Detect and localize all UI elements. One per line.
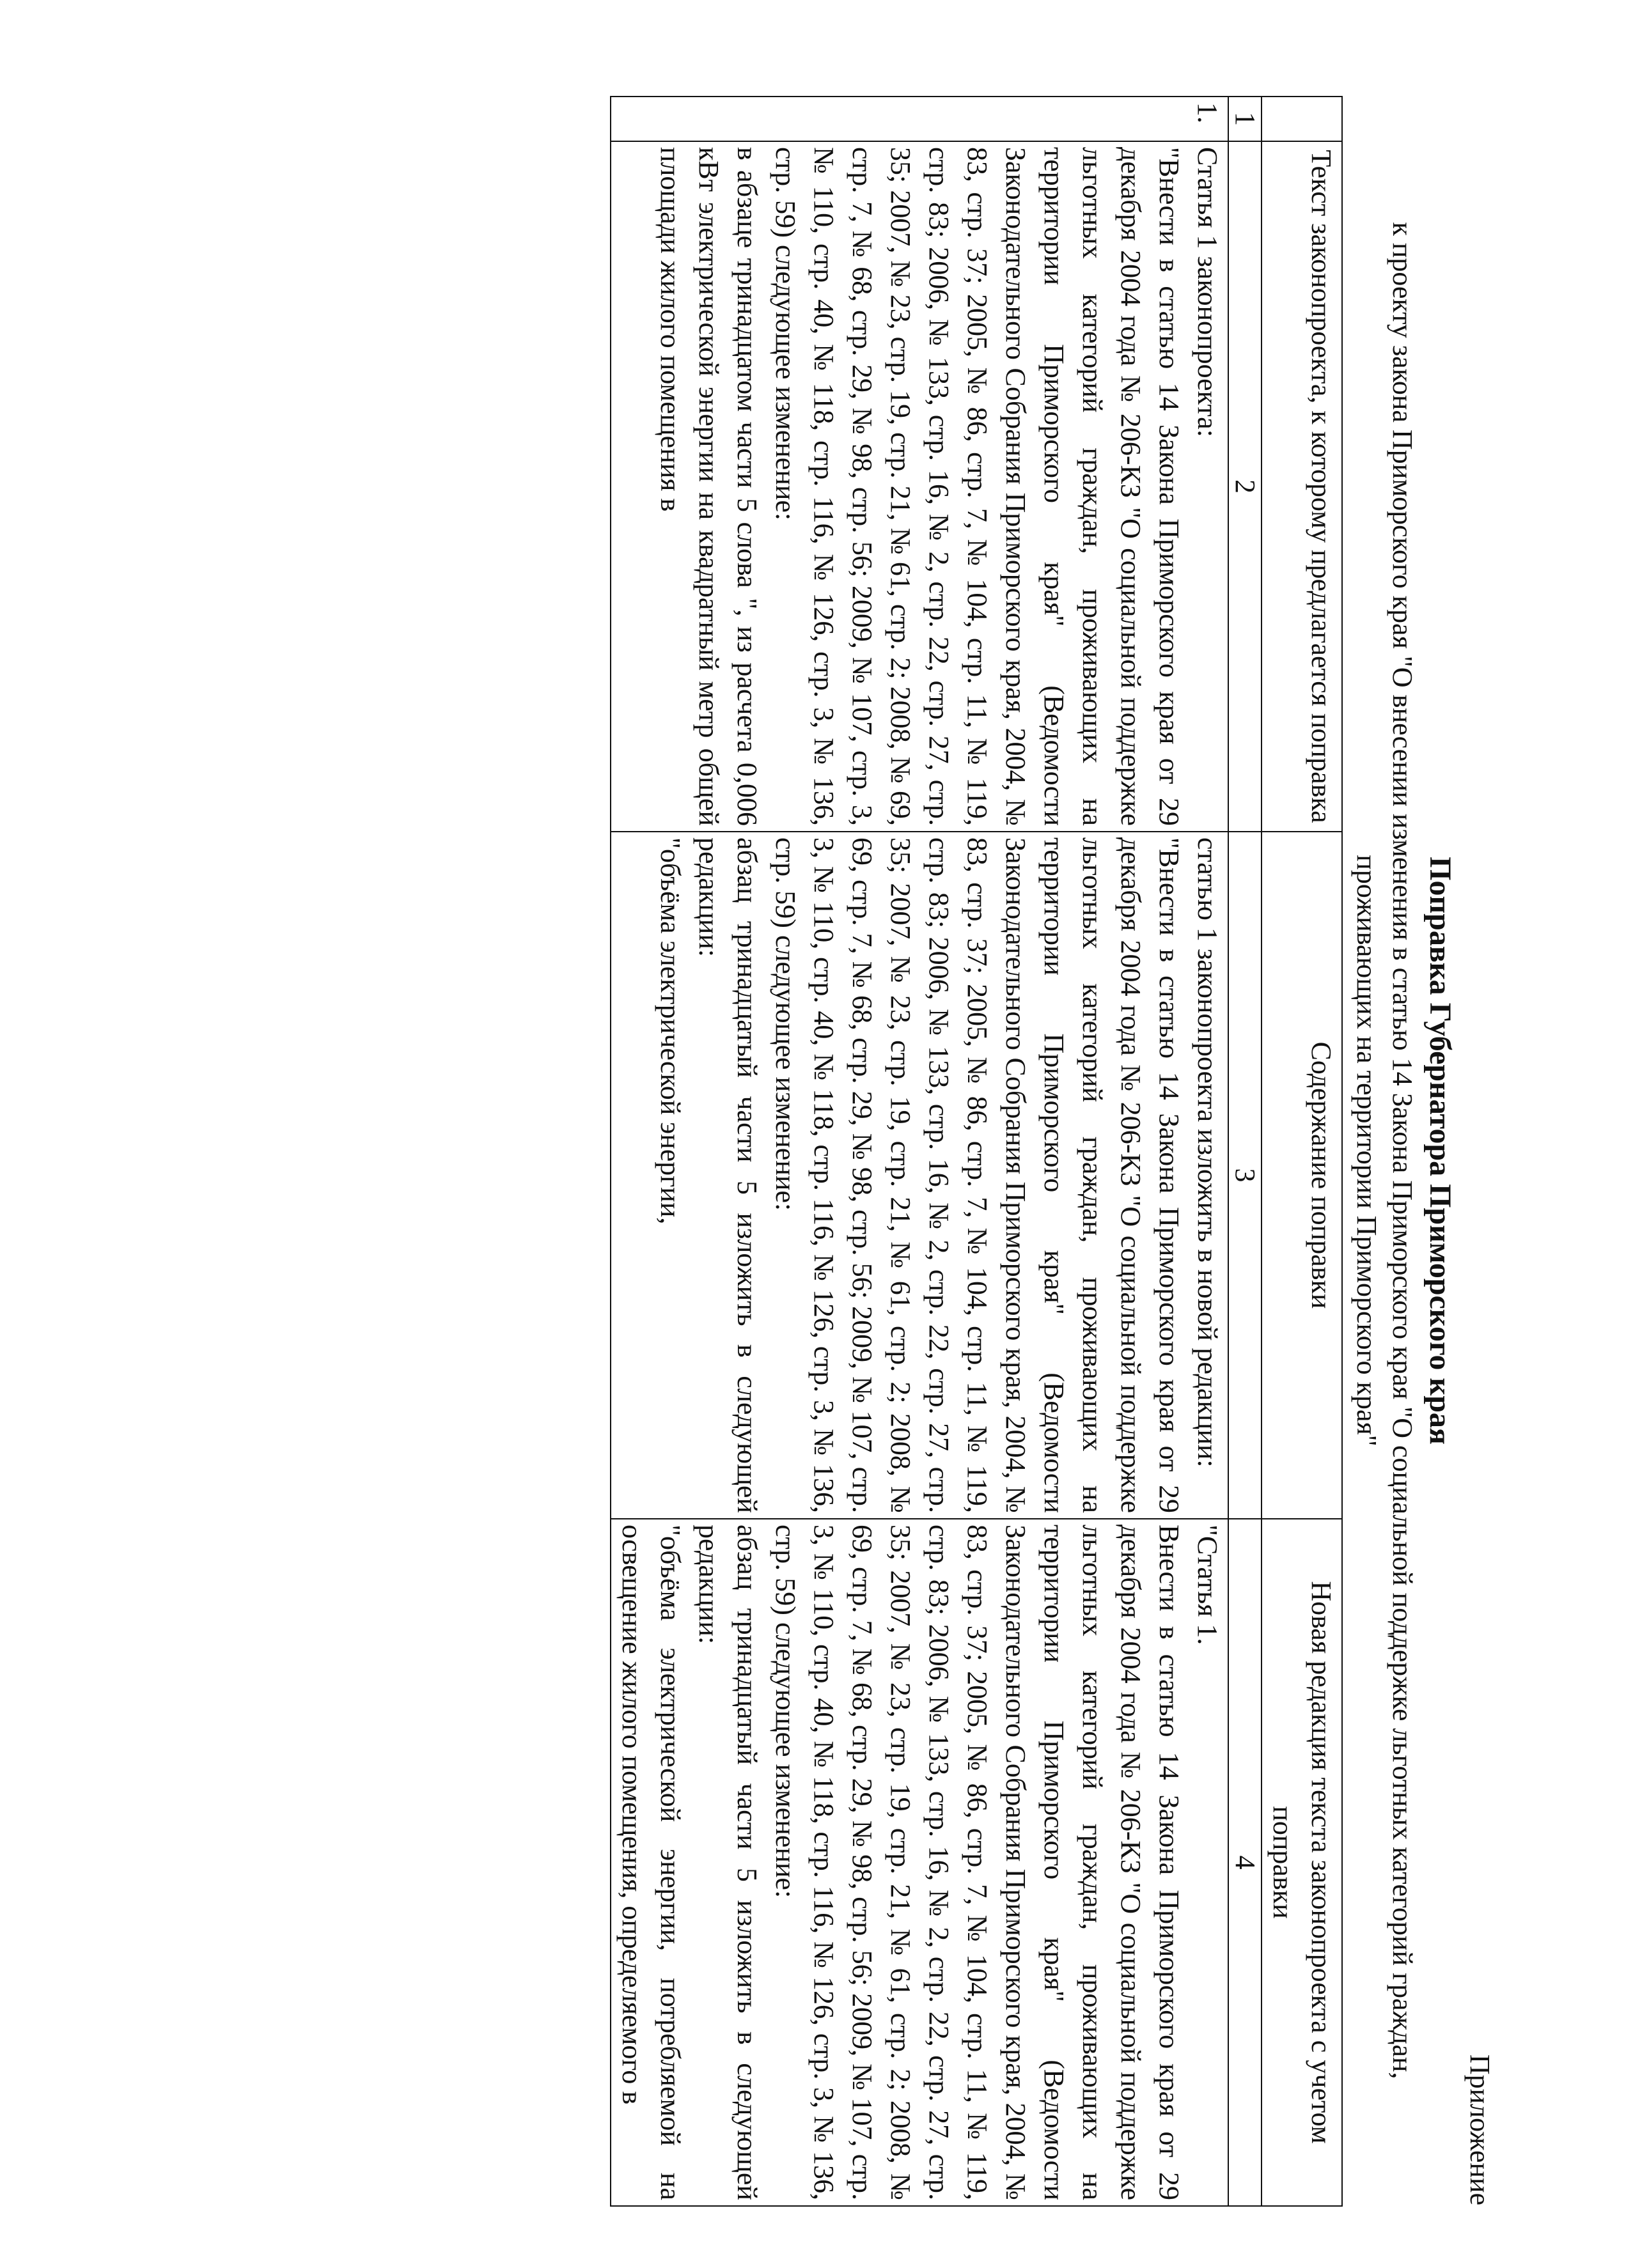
bill-text-para: Статья 1 законопроекта: [1192,147,1223,437]
table-header-row [1262,97,1342,2206]
new-wording-cell [611,1519,1228,2206]
rotated-document-page [96,96,1503,2205]
document-title: Поправка Губернатора Приморского края [1423,857,1457,1445]
amendment-content-cell [611,832,1228,1519]
new-wording-para: "объёма электрической энергии, потребляемой на освещение жилого помещения, определяемого в [616,1525,686,2200]
column-number-4: 4 [1228,1519,1262,2206]
table-row [611,97,1228,2206]
amendment-content-para: статью 1 законопроекта изложить в новой редакции: [1192,837,1223,1468]
amendment-content-para: "объёма электрической энергии, [655,837,686,1225]
column-number-1: 1 [1228,97,1262,141]
bill-text-cell [611,141,1228,832]
column-number-row [1228,97,1262,2206]
header-new-wording: Новая редакция текста законопроекта с учетом поправки [1262,1519,1342,2206]
amendment-table [610,96,1343,2207]
document-subtitle: к проекту закона Приморского края "О внесении изменения в статью 14 Закона Приморского края "О социальной поддержке льготных категорий граждан, проживающих на территории Приморского края" [1351,222,1418,2079]
header-amendment-content: Содержание поправки [1262,832,1342,1519]
new-wording-para: Внести в статью 14 Закона Приморского края от 29 декабря 2004 года № 206-КЗ "О социальной поддержке льготных категорий граждан, проживающих на территории Приморского края" (Ведомости Законодательного Собрания Приморского края, 2004, № 83, стр. 37; 2005, № 86, стр. 7, № 104, стр. 11, № 119, стр. 83; 2006, № 133, стр. 16, № 2, стр. 22, стр. 27, стр. 35; 2007, № 23, стр. 19, стр. 21, № 61, стр. 2; 2008, № 69, стр. 7, № 68, стр. 29, № 98, стр. 56; 2009, № 107, стр. 3, № 110, стр. 40, № 118, стр. 116, № 126, стр. 3, № 136, стр. 59) следующее изменение: [770,1525,1185,2200]
row-number: 1. [611,97,1228,141]
amendment-content-para: абзац тринадцатый части 5 изложить в следующей редакции: [693,837,763,1513]
new-wording-para: "Статья 1. [1192,1525,1223,1645]
header-number [1262,97,1342,141]
new-wording-para: абзац тринадцатый части 5 изложить в следующей редакции: [693,1525,763,2200]
bill-text-para: "Внести в статью 14 Закона Приморского края от 29 декабря 2004 года № 206-КЗ "О социальной поддержке льготных категорий граждан, проживающих на территории Приморского края" (Ведомости Законодательного Собрания Приморского края, 2004, № 83, стр. 37; 2005, № 86, стр. 7, № 104, стр. 11, № 119, стр. 83; 2006, № 133, стр. 16, № 2, стр. 22, стр. 27, стр. 35; 2007, № 23, стр. 19, стр. 21, № 61, стр. 2; 2008, № 69, стр. 7, № 68, стр. 29, № 98, стр. 56; 2009, № 107, стр. 3, № 110, стр. 40, № 118, стр. 116, № 126, стр. 3, № 136, стр. 59) следующее изменение: [770,147,1185,826]
bill-text-para: в абзаце тринадцатом части 5 слова ", из расчета 0,006 кВт электрической энергии на квадратный метр общей площади жилого помещения в [655,147,763,826]
appendix-label: Приложение [1464,2054,1496,2205]
column-number-3: 3 [1228,832,1262,1519]
column-number-2: 2 [1228,141,1262,832]
document-heading [1348,96,1458,2205]
amendment-content-para: "Внести в статью 14 Закона Приморского края от 29 декабря 2004 года № 206-КЗ "О социальной поддержке льготных категорий граждан, проживающих на территории Приморского края" (Ведомости Законодательного Собрания Приморского края, 2004, № 83, стр. 37; 2005, № 86, стр. 7, № 104, стр. 11, № 119, стр. 83; 2006, № 133, стр. 16, № 2, стр. 22, стр. 27, стр. 35; 2007, № 23, стр. 19, стр. 21, № 61, стр. 2; 2008, № 69, стр. 7, № 68, стр. 29, № 98, стр. 56; 2009, № 107, стр. 3, № 110, стр. 40, № 118, стр. 116, № 126, стр. 3, № 136, стр. 59) следующее изменение: [770,837,1185,1513]
header-bill-text: Текст законопроекта, к которому предлагается поправка [1262,141,1342,832]
